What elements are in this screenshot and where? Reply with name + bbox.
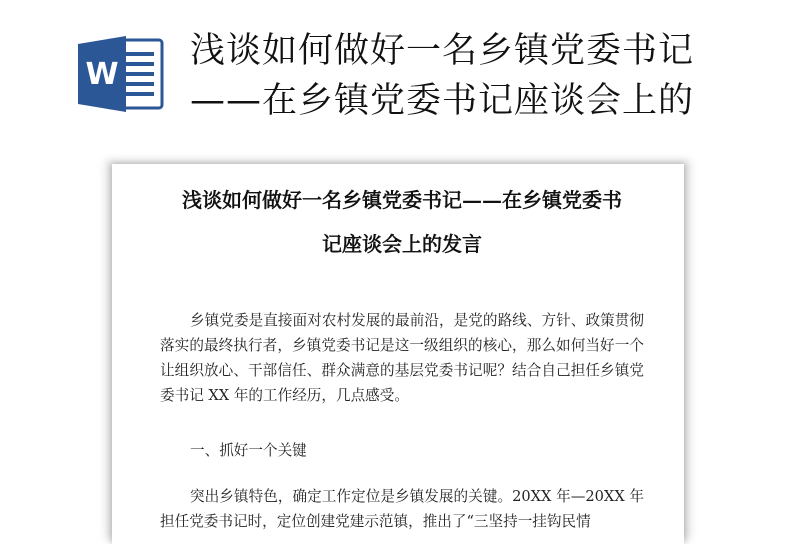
document-title-line-1: 浅谈如何做好一名乡镇党委书记——在乡镇党委书: [182, 188, 622, 212]
banner-title: [190, 26, 790, 126]
document-title: [152, 178, 652, 266]
paragraph-body: 突出乡镇特色，确定工作定位是乡镇发展的关键。20XX 年—20XX 年担任党委书记时，定位创建党建示范镇，推出了“三坚持一挂钩民情: [160, 488, 644, 530]
word-document-icon: [78, 34, 164, 114]
banner-title-line-2: ——在乡镇党委书记座谈会上的: [190, 81, 695, 121]
paragraph-intro: 乡镇党委是直接面对农村发展的最前沿，是党的路线、方针、政策贯彻落实的最终执行者，乡镇党委书记是这一级组织的核心，那么如何当好一个让组织放心、干部信任、群众满意的基层党委书记呢？结合自己担任乡镇党委书记 XX 年的工作经历，几点感受。: [160, 312, 644, 404]
banner: [0, 0, 800, 140]
document-page: [112, 164, 684, 544]
document-title-line-2: 记座谈会上的发言: [322, 232, 482, 256]
banner-title-line-1: 浅谈如何做好一名乡镇党委书记: [190, 31, 695, 71]
word-icon-letter: W: [85, 57, 119, 92]
section-heading: 一、抓好一个关键: [190, 442, 307, 459]
